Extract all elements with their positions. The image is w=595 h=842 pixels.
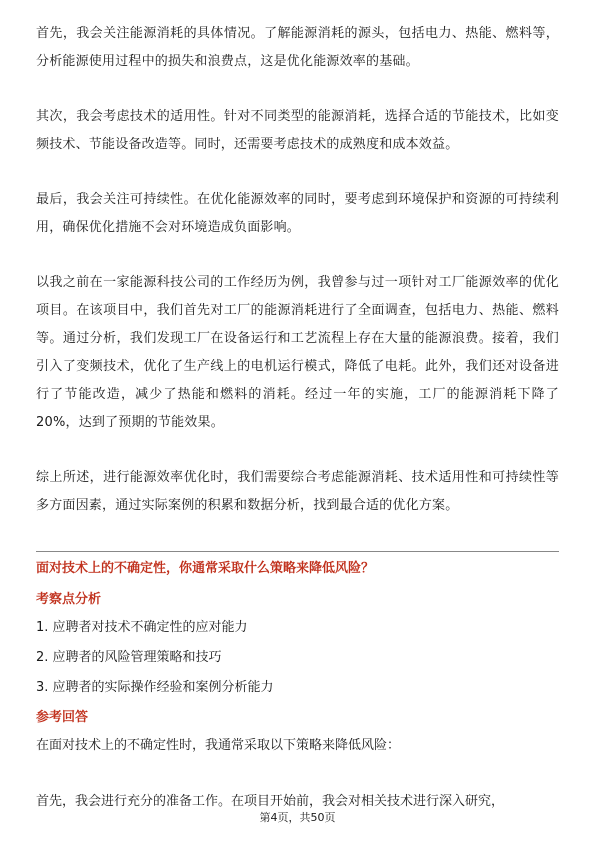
page-number: 第4页，共50页 [259, 811, 336, 824]
paragraph-sustainability: 最后，我会关注可持续性。在优化能源效率的同时，要考虑到环境保护和资源的可持续利用，确保优化措施不会对环境造成负面影响。 [36, 192, 559, 235]
analysis-item: 2. 应聘者的风险管理策略和技巧 [36, 650, 222, 665]
analysis-heading: 考察点分析 [36, 592, 102, 607]
analysis-item: 1. 应聘者对技术不确定性的应对能力 [36, 620, 248, 635]
analysis-item: 3. 应聘者的实际操作经验和案例分析能力 [36, 680, 274, 695]
question-title: 面对技术上的不确定性，你通常采取什么策略来降低风险？ [36, 561, 375, 576]
paragraph-energy-consumption: 首先，我会关注能源消耗的具体情况。了解能源消耗的源头，包括电力、热能、燃料等，分析能源使用过程中的损失和浪费点，这是优化能源效率的基础。 [36, 26, 559, 69]
answer-heading: 参考回答 [36, 710, 89, 725]
answer-first-point: 首先，我会进行充分的准备工作。在项目开始前，我会对相关技术进行深入研究， [36, 794, 505, 809]
answer-intro: 在面对技术上的不确定性时，我通常采取以下策略来降低风险： [36, 738, 401, 753]
paragraph-technology-applicability: 其次，我会考虑技术的适用性。针对不同类型的能源消耗，选择合适的节能技术，比如变频技术、节能设备改造等。同时，还需要考虑技术的成熟度和成本效益。 [36, 109, 559, 152]
answer-body [36, 20, 559, 520]
paragraph-summary: 综上所述，进行能源效率优化时，我们需要综合考虑能源消耗、技术适用性和可持续性等多方面因素，通过实际案例的积累和数据分析，找到最合适的优化方案。 [36, 470, 559, 513]
paragraph-case-study: 以我之前在一家能源科技公司的工作经历为例，我曾参与过一项针对工厂能源效率的优化项目。在该项目中，我们首先对工厂的能源消耗进行了全面调查，包括电力、热能、燃料等。通过分析，我们发现工厂在设备运行和工艺流程上存在大量的能源浪费。接着，我们引入了变频技术，优化了生产线上的电机运行模式，降低了电耗。此外，我们还对设备进行了节能改造，减少了热能和燃料的消耗。经过一年的实施，工厂的能源消耗下降了20%，达到了预期的节能效果。 [36, 275, 559, 430]
section-divider [36, 551, 559, 552]
